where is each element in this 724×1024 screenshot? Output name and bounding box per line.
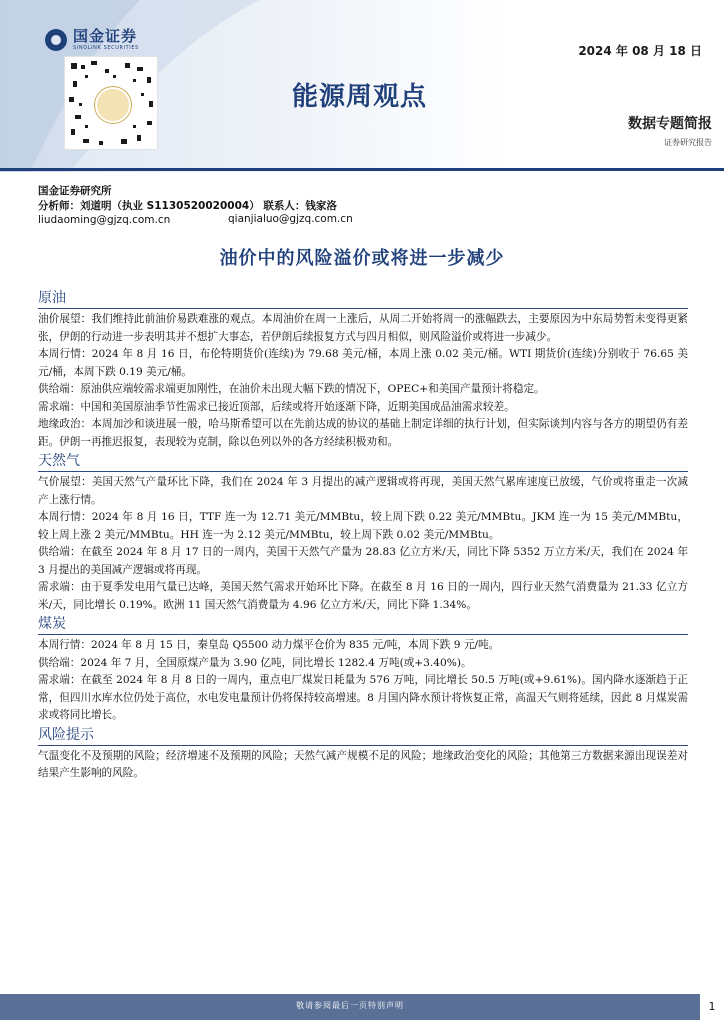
header-divider — [0, 168, 724, 171]
report-header — [0, 0, 724, 172]
page-number: 1 — [708, 1000, 716, 1013]
section-natural-gas — [38, 451, 688, 614]
article-headline: 油价中的风险溢价或将进一步减少 — [219, 248, 505, 269]
section-divider — [38, 471, 688, 472]
company-logo — [45, 28, 139, 52]
paragraph: 需求端：在截至 2024 年 8 月 8 日的一周内，重点电厂煤炭日耗量为 576 万吨，同比增长 50.5 万吨(或+9.61%)。国内降水逐渐趋于正常，但四川水库水位仍处于高位，水电发电量预计仍将保持较高增速。8 月国内降水预计将恢复正常，高温天气则将延续，因此 8 月煤炭需求或将同比增长。 — [38, 674, 688, 721]
section-title: 天然气 — [38, 453, 80, 469]
section-divider — [38, 745, 688, 746]
paragraph: 供给端：原油供应端较需求端更加刚性，在油价未出现大幅下跌的情况下，OPEC+和美国产量预计将稳定。 — [38, 383, 545, 395]
section-risk-warning — [38, 725, 688, 783]
research-institute: 国金证券研究所 — [38, 185, 112, 197]
qr-code-icon — [64, 56, 158, 150]
logo-mark-icon — [45, 29, 67, 51]
paragraph: 本周行情：2024 年 8 月 15 日，秦皇岛 Q5500 动力煤平仓价为 835 元/吨，本周下跌 9 元/吨。 — [38, 639, 500, 651]
paragraph: 需求端：中国和美国原油季节性需求已接近顶部，后续或将开始逐渐下降，近期美国成品油需求较差。 — [38, 400, 515, 413]
contact-email[interactable]: qianjialuo@gjzq.com.cn — [228, 213, 353, 225]
report-type: 数据专题简报 — [628, 116, 712, 132]
paragraph: 需求端：由于夏季发电用气量已达峰，美国天然气需求开始环比下降。在截至 8 月 16 日的一周内，四行业天然气消费量为 21.33 亿立方米/天，同比增长 0.19%。欧洲 11 国天然气消费量为 4.96 亿立方米/天，同比下降 1.34%。 — [38, 581, 688, 611]
paragraph: 气价展望：美国天然气产量环比下降，我们在 2024 年 3 月提出的减产逻辑或将再现，美国天然气累库速度已放缓，气价或将重走一次减产上涨行情。 — [38, 476, 688, 506]
report-date: 2024 年 08 月 18 日 — [578, 44, 702, 58]
analyst-line: 分析师：刘道明（执业 S1130520020004） 联系人：钱家洛 — [38, 199, 337, 212]
paragraph: 供给端：2024 年 7 月，全国原煤产量为 3.90 亿吨，同比增长 1282.4 万吨(或+3.40%)。 — [38, 656, 472, 669]
section-crude-oil — [38, 288, 688, 451]
report-title: 能源周观点 — [292, 82, 428, 112]
qr-center-logo-icon — [95, 87, 131, 123]
footer-disclaimer: 敬请参阅最后一页特别声明 — [296, 1001, 404, 1010]
section-divider — [38, 308, 688, 309]
report-body — [38, 288, 688, 783]
paragraph: 本周行情：2024 年 8 月 16 日，TTF 连一为 12.71 美元/MMBtu，较上周下跌 0.22 美元/MMBtu。JKM 连一为 15 美元/MMBtu，较上周上涨 2 美元/MMBtu。HH 连一为 2.12 美元/MMBtu，较上周下跌 0.02 美元/MMBtu。 — [38, 511, 688, 541]
logo-name: 国金证券 — [73, 27, 138, 45]
paragraph: 气温变化不及预期的风险；经济增速不及预期的风险；天然气减产规模不足的风险；地缘政治变化的风险；其他第三方数据来源出现误差对结果产生影响的风险。 — [38, 749, 688, 779]
paragraph: 本周行情：2024 年 8 月 16 日，布伦特期货价(连续)为 79.68 美元/桶，本周上涨 0.02 美元/桶。WTI 期货价(连续)分别收于 76.65 美元/桶，本周下跌 0.19 美元/桶。 — [38, 348, 688, 378]
paragraph: 地缘政治：本周加沙和谈进展一般，哈马斯希望可以在先前达成的协议的基础上制定详细的执行计划，但实际谈判内容与各方的期望仍有差距。伊朗一再推迟报复，表现较为克制，除以色列以外的各方经续积极劝和。 — [38, 418, 688, 448]
section-title: 风险提示 — [38, 726, 94, 743]
section-coal — [38, 614, 688, 725]
paragraph: 油价展望：我们维持此前油价易跌难涨的观点。本周油价在周一上涨后，从周二开始将周一的涨幅跌去，主要原因为中东局势暂未变得更紧张，伊朗的行动进一步表明其并不想扩大事态，若伊朗后续报复方式与四月相似，则风险溢价或将进一步减少。 — [38, 313, 688, 343]
section-divider — [38, 634, 688, 635]
report-subtype: 证券研究报告 — [664, 138, 712, 147]
logo-english-name: SINOLINK SECURITIES — [73, 45, 139, 51]
analyst-email[interactable]: liudaoming@gjzq.com.cn — [38, 214, 171, 226]
section-title: 原油 — [38, 290, 66, 306]
paragraph: 供给端：在截至 2024 年 8 月 17 日的一周内，美国干天然气产量为 28.83 亿立方米/天，同比下降 5352 万立方米/天，我们在 2024 年 3 月提出的美国减产逻辑或将再现。 — [38, 546, 688, 576]
section-title: 煤炭 — [38, 616, 66, 632]
